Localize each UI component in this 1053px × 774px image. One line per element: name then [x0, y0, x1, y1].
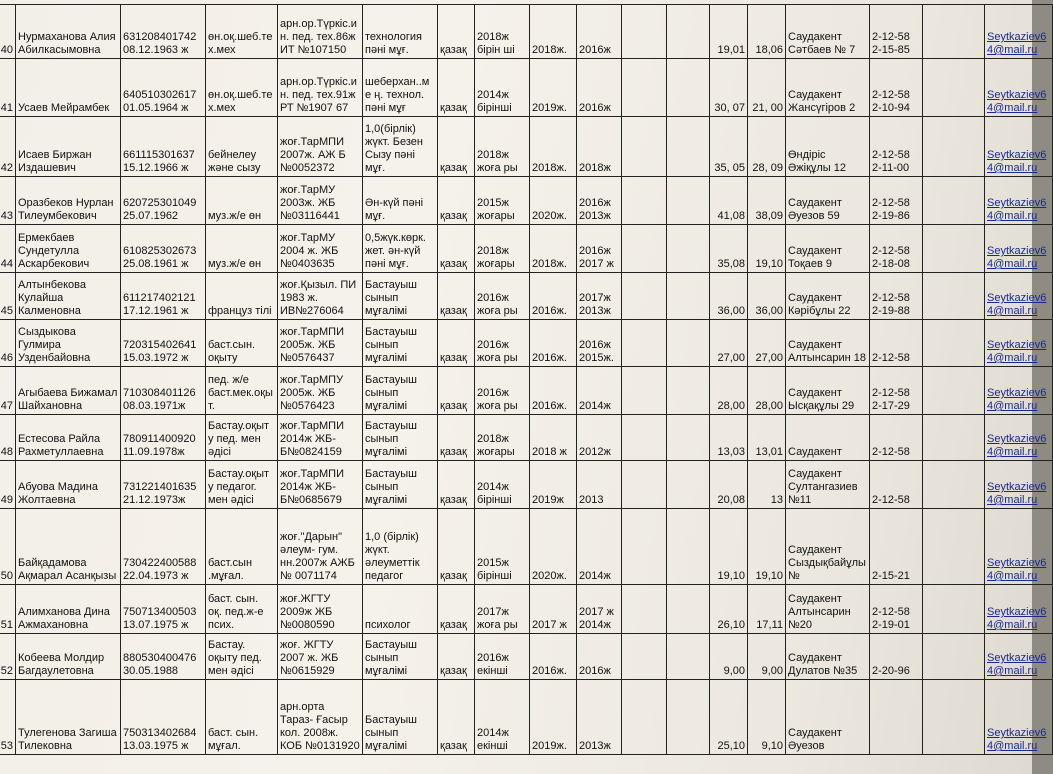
category: 2018ж бірін ші	[475, 5, 530, 59]
position-subject: Ән-күй пәні мұғ.	[363, 177, 438, 225]
specialty: өн.оқ.шеб.те х.мех	[206, 5, 278, 59]
pedagogical-experience: 17,11	[748, 585, 786, 634]
pedagogical-experience: 27,00	[748, 320, 786, 367]
empty-cell	[622, 634, 667, 680]
iin-and-birthdate: 750713400503 13.07.1975 ж	[121, 585, 206, 634]
language: қазақ	[438, 509, 475, 585]
total-experience: 26,10	[710, 585, 748, 634]
attestation-year: 2019ж.	[530, 680, 577, 755]
specialty: баст.сын. оқыту	[206, 320, 278, 367]
pedagogical-experience: 19,10	[748, 509, 786, 585]
specialty: француз тілі	[206, 273, 278, 320]
email-link[interactable]: Seytkaziev64@mail.ru	[987, 433, 1047, 458]
empty-cell	[667, 273, 710, 320]
iin-and-birthdate: 631208401742 08.12.1963 ж	[121, 5, 206, 59]
iin-and-birthdate: 610825302673 25.08.1961 ж	[121, 225, 206, 273]
iin-and-birthdate: 661115301637 15.12.1966 ж	[121, 117, 206, 177]
home-address: Саудакент Султангазиев №11	[786, 461, 870, 509]
email-address	[985, 320, 1053, 367]
employee-name: Кобеева Молдир Багдаулетовна	[16, 634, 121, 680]
phone-numbers: 2-12-58 2-15-85	[870, 5, 923, 59]
specialty: пед. ж/е баст.мек.оқы т.	[206, 367, 278, 415]
empty-cell	[622, 59, 667, 117]
category: 2015ж бірінші	[475, 509, 530, 585]
position-subject: Бастауыш сынып мұғалімі	[363, 680, 438, 755]
row-number: 46	[0, 320, 16, 367]
table-row	[0, 509, 1053, 585]
pedagogical-experience: 36,00	[748, 273, 786, 320]
phone-numbers: 2-12-58	[870, 320, 923, 367]
empty-cell	[622, 585, 667, 634]
position-subject: Бастауыш сынып мұғалімі	[363, 273, 438, 320]
specialty: баст.сын .мұғал.	[206, 509, 278, 585]
table-row	[0, 585, 1053, 634]
course-year: 2016ж	[577, 5, 622, 59]
position-subject: 1,0 (бірлік) жүкт. әлеуметтік педагог	[363, 509, 438, 585]
table-row	[0, 117, 1053, 177]
employee-name: Нурмаханова Алия Абилкасымовна	[16, 5, 121, 59]
category: 2017ж жоға ры	[475, 585, 530, 634]
empty-cell	[923, 320, 985, 367]
empty-cell	[923, 225, 985, 273]
language: қазақ	[438, 680, 475, 755]
course-year: 2018ж	[577, 117, 622, 177]
language: қазақ	[438, 117, 475, 177]
row-number: 43	[0, 177, 16, 225]
course-year: 2017 ж 2014ж	[577, 585, 622, 634]
iin-and-birthdate: 750313402684 13.03.1975 ж	[121, 680, 206, 755]
education: жоғ.ТарМУ 2004 ж. ЖБ №0403635	[278, 225, 363, 273]
email-address	[985, 585, 1053, 634]
empty-cell	[923, 461, 985, 509]
position-subject: Бастауыш сынып мұғалімі	[363, 634, 438, 680]
employee-name: Абуова Мадина Жолтаевна	[16, 461, 121, 509]
language: қазақ	[438, 59, 475, 117]
education: жоғ.ТарМПИ 2005ж. ЖБ №0576437	[278, 320, 363, 367]
attestation-year: 2016ж.	[530, 273, 577, 320]
iin-and-birthdate: 620725301049 25.07.1962	[121, 177, 206, 225]
iin-and-birthdate: 710308401126 08.03.1971ж	[121, 367, 206, 415]
table-row	[0, 634, 1053, 680]
language: қазақ	[438, 585, 475, 634]
table-row	[0, 5, 1053, 59]
position-subject: 1,0(бірлік) жүкт. Безен Сызу пәні мұғ.	[363, 117, 438, 177]
language: қазақ	[438, 461, 475, 509]
row-number: 42	[0, 117, 16, 177]
category: 2018ж жоға ры	[475, 117, 530, 177]
specialty: Бастау. оқыту пед. мен әдісі	[206, 634, 278, 680]
email-link[interactable]: Seytkaziev64@mail.ru	[987, 387, 1047, 412]
iin-and-birthdate: 730422400588 22.04.1973 ж	[121, 509, 206, 585]
empty-cell	[923, 415, 985, 461]
employee-name: Ермекбаев Сундетулла Аскарбекович	[16, 225, 121, 273]
total-experience: 28,00	[710, 367, 748, 415]
total-experience: 19,01	[710, 5, 748, 59]
email-link[interactable]: Seytkaziev64@mail.ru	[987, 652, 1047, 677]
home-address: Саудакент Дулатов №35	[786, 634, 870, 680]
home-address: Саудакент Тоқаев 9	[786, 225, 870, 273]
home-address: Саудакент Әуезов 59	[786, 177, 870, 225]
empty-cell	[923, 509, 985, 585]
row-number: 45	[0, 273, 16, 320]
row-number: 40	[0, 5, 16, 59]
empty-cell	[667, 117, 710, 177]
empty-cell	[622, 461, 667, 509]
education: арн.орта Тараз- Ғасыр кол. 2008ж. КОБ №0131920	[278, 680, 363, 755]
course-year: 2016ж 2017 ж	[577, 225, 622, 273]
course-year: 2016ж 2015ж.	[577, 320, 622, 367]
employee-name: Алимханова Дина Ажмахановна	[16, 585, 121, 634]
row-number: 48	[0, 415, 16, 461]
empty-cell	[667, 585, 710, 634]
phone-numbers: 2-12-58 2-10-94	[870, 59, 923, 117]
empty-cell	[667, 461, 710, 509]
home-address: Саудакент Кәрібұлы 22	[786, 273, 870, 320]
iin-and-birthdate: 720315402641 15.03.1972 ж	[121, 320, 206, 367]
category: 2018ж жоғары	[475, 415, 530, 461]
table-row	[0, 225, 1053, 273]
table-row	[0, 59, 1053, 117]
language: қазақ	[438, 177, 475, 225]
phone-numbers: 2-15-21	[870, 509, 923, 585]
staff-table	[0, 4, 1053, 755]
pedagogical-experience: 18,06	[748, 5, 786, 59]
table-row	[0, 273, 1053, 320]
total-experience: 9,00	[710, 634, 748, 680]
education: арн.ор.Түркіс.и н. пед. тех.91ж РТ №1907 67	[278, 59, 363, 117]
email-address	[985, 177, 1053, 225]
position-subject: Бастауыш сынып мұғалімі	[363, 461, 438, 509]
specialty: бейнелеу және сызу	[206, 117, 278, 177]
specialty: баст. сын. мұғал.	[206, 680, 278, 755]
employee-name: Исаев Биржан Издашевич	[16, 117, 121, 177]
pedagogical-experience: 19,10	[748, 225, 786, 273]
attestation-year: 2018ж.	[530, 5, 577, 59]
pedagogical-experience: 13,01	[748, 415, 786, 461]
employee-name: Тулегенова Загиша Тилековна	[16, 680, 121, 755]
course-year: 2016ж 2013ж	[577, 177, 622, 225]
empty-cell	[622, 117, 667, 177]
total-experience: 35,08	[710, 225, 748, 273]
course-year: 2013	[577, 461, 622, 509]
position-subject: шеберхан..ме ң. технол. пәні мұғ	[363, 59, 438, 117]
email-address	[985, 367, 1053, 415]
empty-cell	[923, 680, 985, 755]
empty-cell	[667, 509, 710, 585]
attestation-year: 2016ж.	[530, 634, 577, 680]
course-year: 2014ж	[577, 367, 622, 415]
email-link[interactable]: Seytkaziev64@mail.ru	[987, 727, 1047, 752]
empty-cell	[622, 680, 667, 755]
empty-cell	[923, 273, 985, 320]
iin-and-birthdate: 780911400920 11.09.1978ж	[121, 415, 206, 461]
category: 2014ж бірінші	[475, 59, 530, 117]
phone-numbers: 2-12-58 2-19-01	[870, 585, 923, 634]
category: 2016ж жоға ры	[475, 320, 530, 367]
row-number: 44	[0, 225, 16, 273]
total-experience: 35, 05	[710, 117, 748, 177]
empty-cell	[667, 634, 710, 680]
course-year: 2016ж	[577, 634, 622, 680]
empty-cell	[923, 177, 985, 225]
empty-cell	[923, 5, 985, 59]
home-address: Саудакент	[786, 415, 870, 461]
phone-numbers: 2-20-96	[870, 634, 923, 680]
position-subject: 0,5жүк.көрк. жет. ән-күй пәні мұғ.	[363, 225, 438, 273]
attestation-year: 2019ж.	[530, 59, 577, 117]
home-address: Саудакент Алтынсарин №20	[786, 585, 870, 634]
category: 2016ж жоға ры	[475, 273, 530, 320]
language: қазақ	[438, 225, 475, 273]
empty-cell	[923, 117, 985, 177]
empty-cell	[622, 509, 667, 585]
employee-name: Алтынбекова Кулайша Калменовна	[16, 273, 121, 320]
table-row	[0, 680, 1053, 755]
phone-numbers: 2-12-58 2-19-86	[870, 177, 923, 225]
course-year: 2013ж	[577, 680, 622, 755]
row-number: 52	[0, 634, 16, 680]
education: жоғ.Қызыл. ПИ 1983 ж. ИВ№276064	[278, 273, 363, 320]
email-address	[985, 5, 1053, 59]
phone-numbers: 2-12-58 2-19-88	[870, 273, 923, 320]
email-address	[985, 634, 1053, 680]
category: 2014ж бірінші	[475, 461, 530, 509]
email-link[interactable]: Seytkaziev64@mail.ru	[987, 292, 1047, 317]
row-number: 47	[0, 367, 16, 415]
education: жоғ.ТарМПИ 2007ж. АЖ Б №0052372	[278, 117, 363, 177]
email-link[interactable]: Seytkaziev64@mail.ru	[987, 89, 1047, 114]
table-row	[0, 320, 1053, 367]
education: жоғ.ТарМПИ 2014ж ЖБ-Б№0824159	[278, 415, 363, 461]
home-address: Саудакент Әуезов	[786, 680, 870, 755]
iin-and-birthdate: 640510302617 01.05.1964 ж	[121, 59, 206, 117]
empty-cell	[667, 320, 710, 367]
home-address: Саудакент Алтынсарин 18	[786, 320, 870, 367]
row-number: 50	[0, 509, 16, 585]
home-address: Саудакент Сыздықбайұлы №	[786, 509, 870, 585]
iin-and-birthdate: 880530400476 30.05.1988	[121, 634, 206, 680]
specialty: муз.ж/е өн	[206, 177, 278, 225]
employee-name: Сыздыкова Гулмира Узденбайовна	[16, 320, 121, 367]
pedagogical-experience: 9,10	[748, 680, 786, 755]
table-row	[0, 177, 1053, 225]
total-experience: 41,08	[710, 177, 748, 225]
row-number: 53	[0, 680, 16, 755]
table-row	[0, 415, 1053, 461]
total-experience: 25,10	[710, 680, 748, 755]
pedagogical-experience: 13	[748, 461, 786, 509]
pedagogical-experience: 28, 09	[748, 117, 786, 177]
specialty: өн.оқ.шеб.те х.мех	[206, 59, 278, 117]
email-link[interactable]: Seytkaziev64@mail.ru	[987, 606, 1047, 631]
attestation-year: 2018ж.	[530, 225, 577, 273]
language: қазақ	[438, 367, 475, 415]
empty-cell	[622, 415, 667, 461]
attestation-year: 2018ж.	[530, 117, 577, 177]
total-experience: 30, 07	[710, 59, 748, 117]
education: жоғ.ТарМПИ 2014ж ЖБ-Б№0685679	[278, 461, 363, 509]
email-link[interactable]: Seytkaziev64@mail.ru	[987, 31, 1047, 56]
category: 2016ж екінші	[475, 634, 530, 680]
empty-cell	[622, 225, 667, 273]
course-year: 2012ж	[577, 415, 622, 461]
row-number: 51	[0, 585, 16, 634]
phone-numbers: 2-12-58	[870, 415, 923, 461]
email-link[interactable]: Seytkaziev64@mail.ru	[987, 245, 1047, 270]
education: арн.ор.Түркіс.и н. пед. тех.86ж ИТ №107150	[278, 5, 363, 59]
email-address	[985, 415, 1053, 461]
empty-cell	[923, 367, 985, 415]
education: жоғ.ТарМПУ 2005ж. ЖБ №0576423	[278, 367, 363, 415]
education: жоғ. ЖГТУ 2007 ж. ЖБ №0615929	[278, 634, 363, 680]
empty-cell	[667, 59, 710, 117]
home-address: Саудакент Сәтбаев № 7	[786, 5, 870, 59]
employee-name: Агыбаева Бижамал Шайхановна	[16, 367, 121, 415]
table-row	[0, 367, 1053, 415]
phone-numbers: 2-12-58 2-18-08	[870, 225, 923, 273]
language: қазақ	[438, 320, 475, 367]
attestation-year: 2019ж	[530, 461, 577, 509]
email-address	[985, 59, 1053, 117]
employee-name: Байқадамова Ақмарал Асанқызы	[16, 509, 121, 585]
phone-numbers: 2-12-58	[870, 461, 923, 509]
language: қазақ	[438, 415, 475, 461]
home-address: Саудакент Жансүгіров 2	[786, 59, 870, 117]
empty-cell	[667, 177, 710, 225]
total-experience: 27,00	[710, 320, 748, 367]
language: қазақ	[438, 273, 475, 320]
attestation-year: 2016ж.	[530, 367, 577, 415]
education: жоғ.ТарМУ 2003ж. ЖБ №03116441	[278, 177, 363, 225]
course-year: 2016ж	[577, 59, 622, 117]
category: 2016ж жоға ры	[475, 367, 530, 415]
pedagogical-experience: 28,00	[748, 367, 786, 415]
email-address	[985, 461, 1053, 509]
attestation-year: 2017 ж	[530, 585, 577, 634]
home-address: Саудакент Ысқақұлы 29	[786, 367, 870, 415]
employee-name: Оразбеков Нурлан Тилеумбекович	[16, 177, 121, 225]
empty-cell	[667, 415, 710, 461]
course-year: 2017ж 2013ж	[577, 273, 622, 320]
email-address	[985, 225, 1053, 273]
attestation-year: 2020ж.	[530, 177, 577, 225]
language: қазақ	[438, 5, 475, 59]
total-experience: 19,10	[710, 509, 748, 585]
empty-cell	[667, 225, 710, 273]
category: 2018ж жоғары	[475, 225, 530, 273]
empty-cell	[622, 177, 667, 225]
education: жоғ."Дарын" әлеум- гум. нн.2007ж АЖБ № 0071174	[278, 509, 363, 585]
email-address	[985, 680, 1053, 755]
pedagogical-experience: 9,00	[748, 634, 786, 680]
total-experience: 36,00	[710, 273, 748, 320]
email-link[interactable]: Seytkaziev64@mail.ru	[987, 481, 1047, 506]
email-link[interactable]: Seytkaziev64@mail.ru	[987, 197, 1047, 222]
specialty: муз.ж/е өн	[206, 225, 278, 273]
email-address	[985, 509, 1053, 585]
specialty: баст. сын. оқ. пед.ж-е псих.	[206, 585, 278, 634]
phone-numbers: 2-12-58 2-17-29	[870, 367, 923, 415]
specialty: Бастау.оқыт у педагог. мен әдісі	[206, 461, 278, 509]
employee-name: Естесова Райла Рахметуллаевна	[16, 415, 121, 461]
email-address	[985, 273, 1053, 320]
position-subject: психолог	[363, 585, 438, 634]
empty-cell	[667, 680, 710, 755]
course-year: 2014ж	[577, 509, 622, 585]
empty-cell	[622, 273, 667, 320]
empty-cell	[923, 59, 985, 117]
empty-cell	[622, 367, 667, 415]
empty-cell	[667, 367, 710, 415]
email-link[interactable]: Seytkaziev64@mail.ru	[987, 557, 1047, 582]
attestation-year: 2016ж.	[530, 320, 577, 367]
total-experience: 20,08	[710, 461, 748, 509]
empty-cell	[667, 5, 710, 59]
pedagogical-experience: 21, 00	[748, 59, 786, 117]
table-row	[0, 461, 1053, 509]
empty-cell	[622, 5, 667, 59]
email-link[interactable]: Seytkaziev64@mail.ru	[987, 149, 1047, 174]
position-subject: Бастауыш сынып мұғалімі	[363, 367, 438, 415]
empty-cell	[622, 320, 667, 367]
position-subject: технология пәні мұғ.	[363, 5, 438, 59]
iin-and-birthdate: 731221401635 21.12.1973ж	[121, 461, 206, 509]
position-subject: Бастауыш сынып мұғалімі	[363, 320, 438, 367]
specialty: Бастау.оқыт у пед. мен әдісі	[206, 415, 278, 461]
language: қазақ	[438, 634, 475, 680]
attestation-year: 2020ж.	[530, 509, 577, 585]
employee-name: Усаев Мейрамбек	[16, 59, 121, 117]
home-address: Өндіріс Әжіқұлы 12	[786, 117, 870, 177]
pedagogical-experience: 38,09	[748, 177, 786, 225]
category: 2014ж екінші	[475, 680, 530, 755]
phone-numbers	[870, 680, 923, 755]
row-number: 41	[0, 59, 16, 117]
attestation-year: 2018 ж	[530, 415, 577, 461]
category: 2015ж жоғары	[475, 177, 530, 225]
email-link[interactable]: Seytkaziev64@mail.ru	[987, 339, 1047, 364]
row-number: 49	[0, 461, 16, 509]
position-subject: Бастауыш сынып мұғалімі	[363, 415, 438, 461]
phone-numbers: 2-12-58 2-11-00	[870, 117, 923, 177]
empty-cell	[923, 634, 985, 680]
iin-and-birthdate: 611217402121 17.12.1961 ж	[121, 273, 206, 320]
empty-cell	[923, 585, 985, 634]
education: жоғ.ЖГТУ 2009ж ЖБ №0080590	[278, 585, 363, 634]
email-address	[985, 117, 1053, 177]
total-experience: 13,03	[710, 415, 748, 461]
